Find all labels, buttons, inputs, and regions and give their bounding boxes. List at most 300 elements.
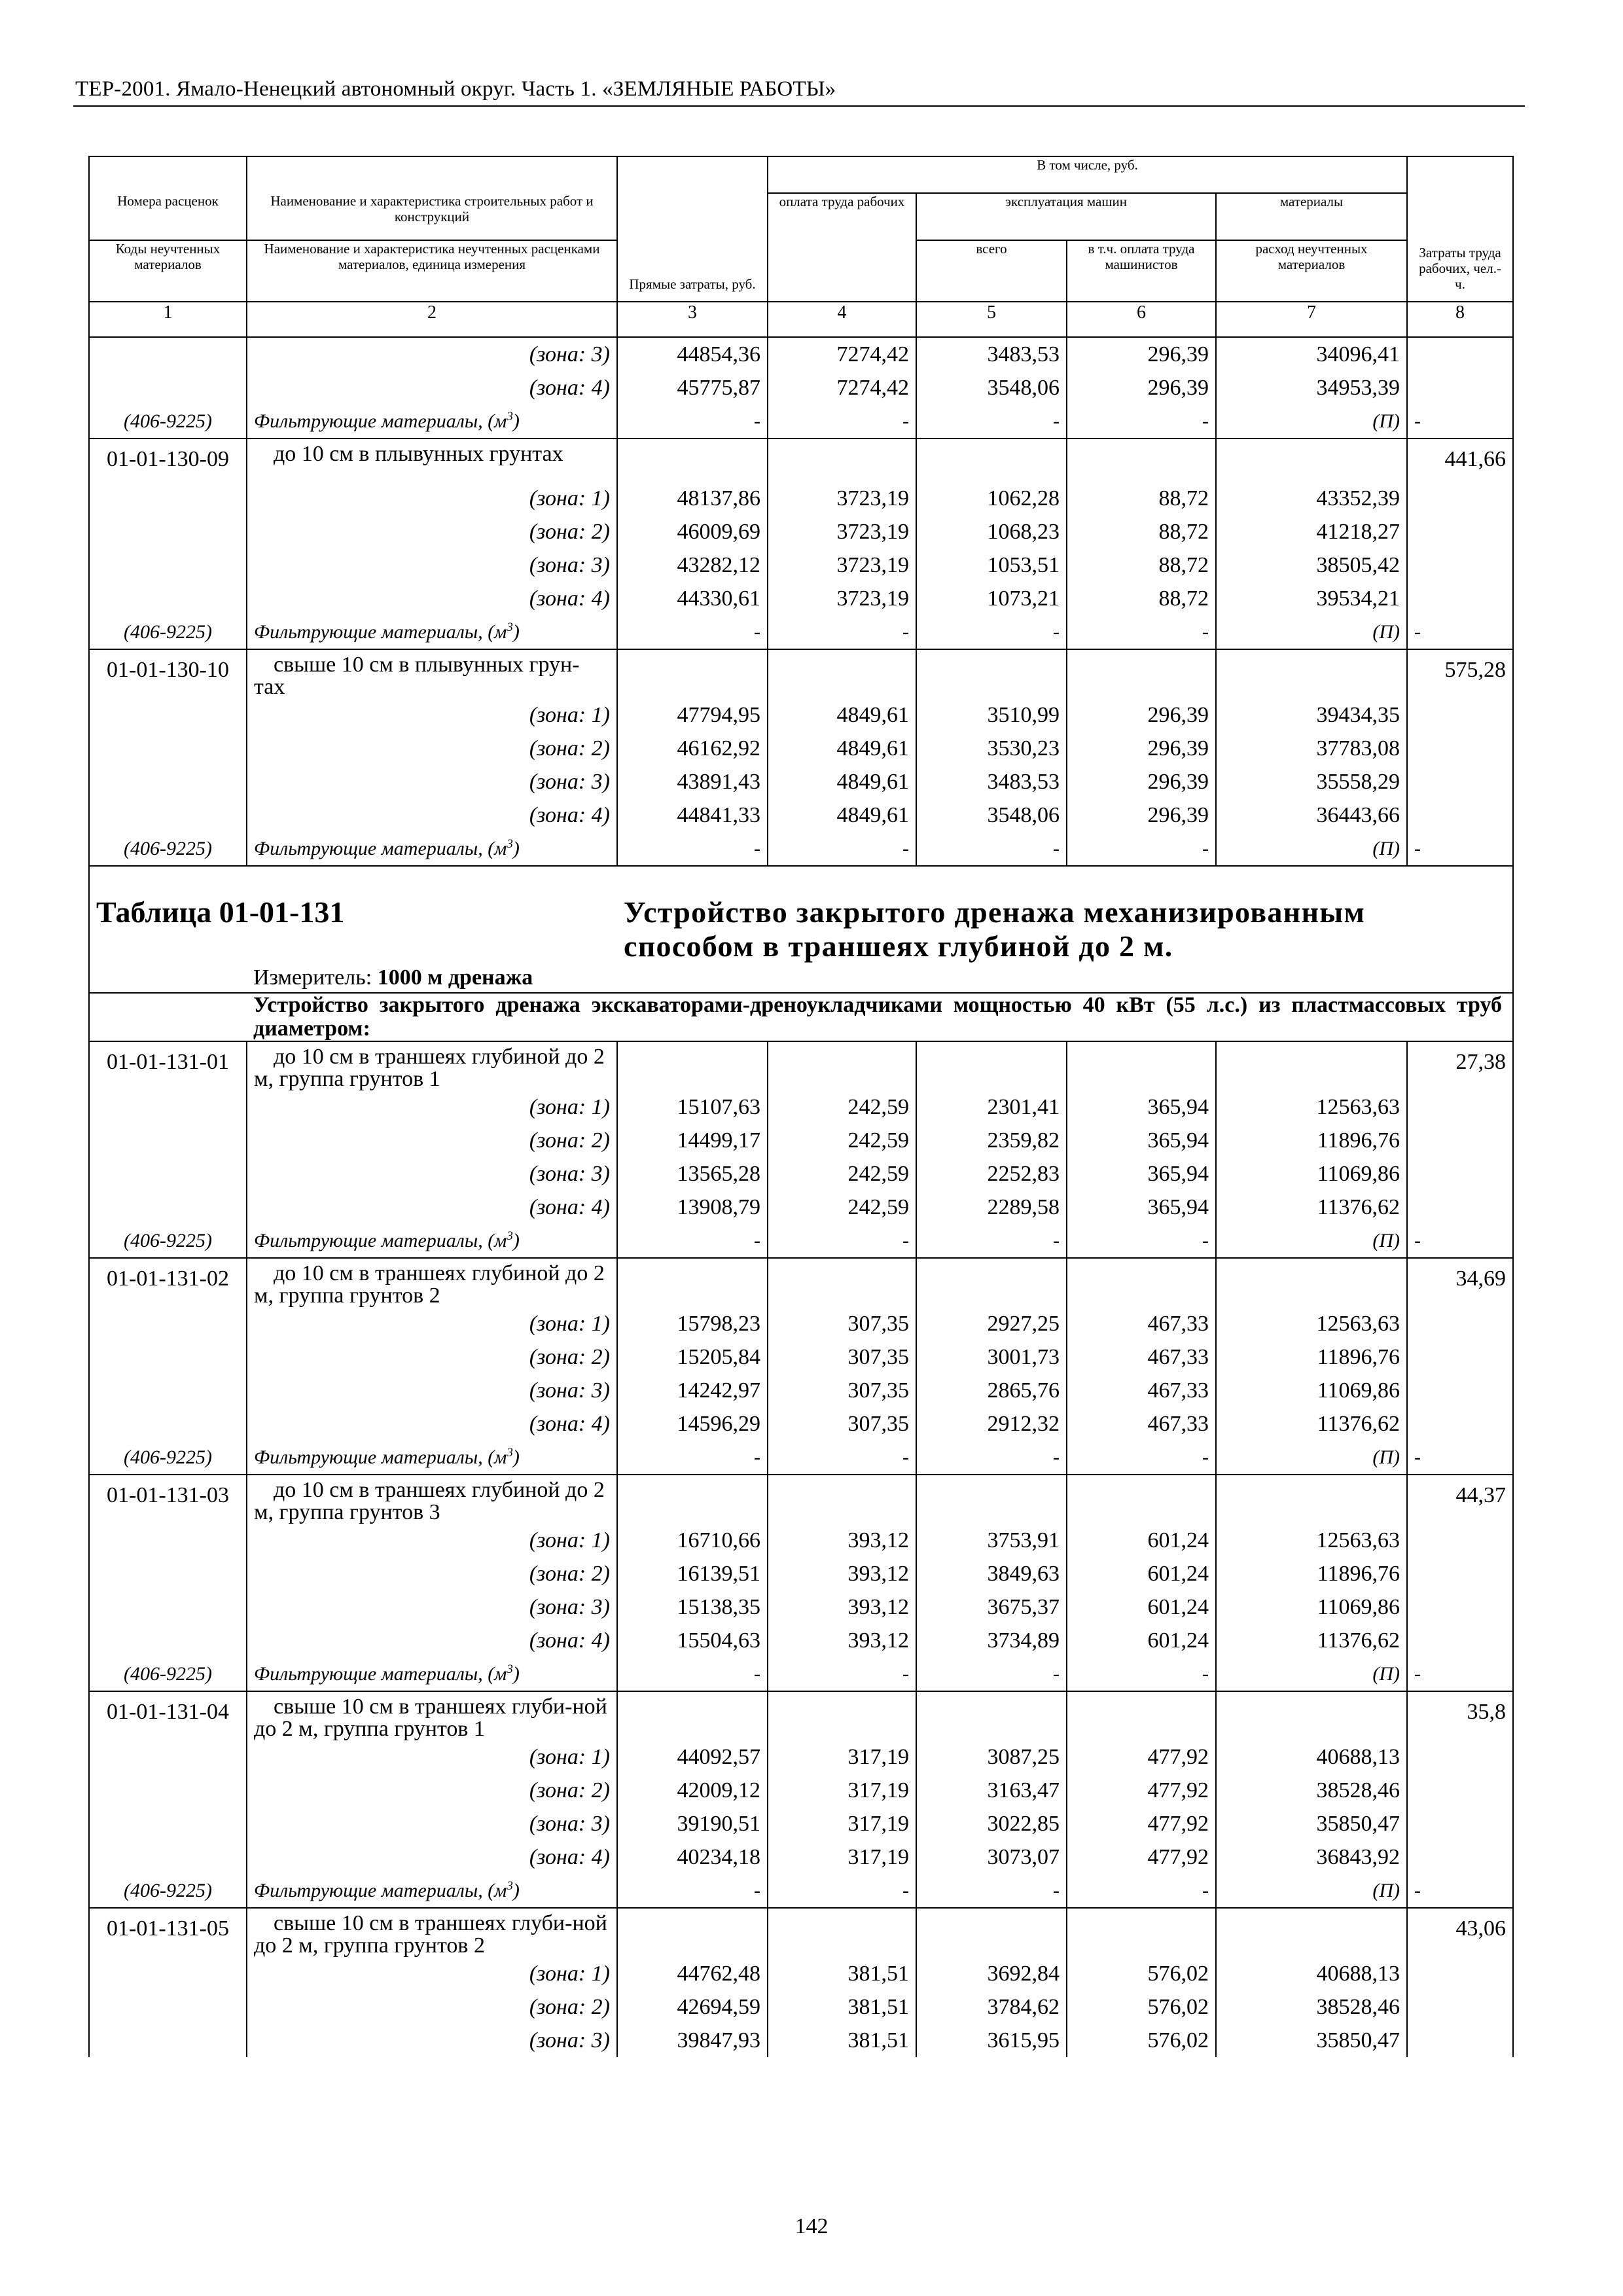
value-cell: 15205,84 bbox=[617, 1340, 768, 1374]
material-name bbox=[247, 1224, 617, 1258]
value-cell: 4849,61 bbox=[768, 732, 916, 765]
empty-cell bbox=[768, 1475, 916, 1524]
zone-row bbox=[89, 1740, 1513, 1774]
zone-row bbox=[89, 1774, 1513, 1807]
empty-cell bbox=[1216, 649, 1407, 698]
col-index: 5 bbox=[916, 302, 1067, 337]
code-cell bbox=[89, 1840, 247, 1874]
code-cell bbox=[89, 1990, 247, 2024]
material-name-text: Фильтрующие материалы, (м bbox=[254, 1230, 507, 1251]
rate-header-row bbox=[89, 1691, 1513, 1740]
column-index-row bbox=[89, 302, 1513, 337]
value-cell: 467,33 bbox=[1067, 1407, 1216, 1441]
zone-row bbox=[89, 1624, 1513, 1657]
labor-cell bbox=[1407, 548, 1513, 582]
zone-row bbox=[89, 698, 1513, 732]
value-cell: 15138,35 bbox=[617, 1590, 768, 1624]
value-cell: 3001,73 bbox=[916, 1340, 1067, 1374]
material-name-text: Фильтрующие материалы, (м bbox=[254, 838, 507, 859]
unit-exponent: 3 bbox=[507, 1879, 513, 1893]
value-cell: 47794,95 bbox=[617, 698, 768, 732]
material-name-end: ) bbox=[512, 838, 520, 859]
empty-cell bbox=[916, 1258, 1067, 1307]
material-code: (406-9225) bbox=[89, 404, 247, 439]
rate-description-text: до 10 см в траншеях глубиной до 2 м, группа грунтов 1 bbox=[254, 1045, 605, 1091]
value-cell: 48137,86 bbox=[617, 482, 768, 515]
header-including: В том числе, руб. bbox=[768, 156, 1407, 193]
empty-cell bbox=[617, 649, 768, 698]
value-cell: 12563,63 bbox=[1216, 1307, 1407, 1340]
value-cell: 4849,61 bbox=[768, 698, 916, 732]
rate-code: 01-01-131-05 bbox=[89, 1908, 247, 1957]
value-cell: 242,59 bbox=[768, 1090, 916, 1124]
labor-cell bbox=[1407, 1740, 1513, 1774]
value-cell: 2865,76 bbox=[916, 1374, 1067, 1407]
labor-value: 35,8 bbox=[1407, 1691, 1513, 1740]
value-cell: 15107,63 bbox=[617, 1090, 768, 1124]
dash-cell: - bbox=[1407, 832, 1513, 866]
zone-label: (зона: 3) bbox=[247, 1157, 617, 1191]
dash-cell: - bbox=[768, 615, 916, 649]
labor-value: 34,69 bbox=[1407, 1258, 1513, 1307]
value-cell: 3548,06 bbox=[916, 371, 1067, 404]
value-cell: 3615,95 bbox=[916, 2024, 1067, 2057]
unit-exponent: 3 bbox=[507, 1229, 513, 1243]
empty-cell bbox=[1067, 1691, 1216, 1740]
empty-cell bbox=[1216, 1908, 1407, 1957]
value-cell: 35850,47 bbox=[1216, 1807, 1407, 1840]
empty-cell bbox=[1216, 1258, 1407, 1307]
header-worker-pay: оплата труда рабочих bbox=[768, 193, 916, 302]
labor-cell bbox=[1407, 582, 1513, 615]
labor-cell bbox=[1407, 765, 1513, 798]
empty-cell bbox=[1216, 1041, 1407, 1090]
empty-cell bbox=[768, 649, 916, 698]
dash-cell: - bbox=[617, 1224, 768, 1258]
value-cell: 15798,23 bbox=[617, 1307, 768, 1340]
code-cell bbox=[89, 371, 247, 404]
value-cell: 44854,36 bbox=[617, 337, 768, 371]
value-cell: 41218,27 bbox=[1216, 515, 1407, 548]
value-cell: 393,12 bbox=[768, 1557, 916, 1590]
material-name bbox=[247, 615, 617, 649]
value-cell: 3073,07 bbox=[916, 1840, 1067, 1874]
labor-cell bbox=[1407, 698, 1513, 732]
code-cell bbox=[89, 1807, 247, 1840]
value-cell: 467,33 bbox=[1067, 1340, 1216, 1374]
rate-code: 01-01-131-02 bbox=[89, 1258, 247, 1307]
labor-cell bbox=[1407, 515, 1513, 548]
zone-row bbox=[89, 1524, 1513, 1557]
zone-label: (зона: 1) bbox=[247, 1957, 617, 1990]
value-cell: 14596,29 bbox=[617, 1407, 768, 1441]
value-cell: 381,51 bbox=[768, 1957, 916, 1990]
labor-cell bbox=[1407, 1774, 1513, 1807]
material-code: (406-9225) bbox=[89, 1441, 247, 1475]
value-cell: 296,39 bbox=[1067, 371, 1216, 404]
zone-label: (зона: 2) bbox=[247, 1340, 617, 1374]
value-cell: 296,39 bbox=[1067, 798, 1216, 832]
header-rule bbox=[73, 105, 1525, 107]
col-index: 1 bbox=[89, 302, 247, 337]
value-cell: 39434,35 bbox=[1216, 698, 1407, 732]
zone-row bbox=[89, 1840, 1513, 1874]
value-cell: 34096,41 bbox=[1216, 337, 1407, 371]
dash-cell: - bbox=[916, 832, 1067, 866]
value-cell: 3675,37 bbox=[916, 1590, 1067, 1624]
dash-cell: - bbox=[1067, 832, 1216, 866]
value-cell: 44841,33 bbox=[617, 798, 768, 832]
value-cell: 242,59 bbox=[768, 1157, 916, 1191]
value-cell: 1073,21 bbox=[916, 582, 1067, 615]
labor-cell bbox=[1407, 1957, 1513, 1990]
material-name-text: Фильтрующие материалы, (м bbox=[254, 410, 507, 432]
dash-cell: - bbox=[768, 1441, 916, 1475]
value-cell: 11069,86 bbox=[1216, 1374, 1407, 1407]
zone-label: (зона: 2) bbox=[247, 732, 617, 765]
filter-material-row bbox=[89, 1874, 1513, 1908]
dash-cell: - bbox=[916, 1224, 1067, 1258]
filter-material-row bbox=[89, 404, 1513, 439]
value-cell: 2289,58 bbox=[916, 1191, 1067, 1224]
labor-cell bbox=[1407, 337, 1513, 371]
material-name bbox=[247, 1657, 617, 1691]
measure-value: 1000 м дренажа bbox=[377, 965, 533, 990]
rate-code: 01-01-131-01 bbox=[89, 1041, 247, 1090]
p-mark: (П) bbox=[1216, 1657, 1407, 1691]
zone-row bbox=[89, 1157, 1513, 1191]
value-cell: 2912,32 bbox=[916, 1407, 1067, 1441]
value-cell: 15504,63 bbox=[617, 1624, 768, 1657]
filter-material-row bbox=[89, 832, 1513, 866]
rates-sheet bbox=[88, 156, 1512, 2057]
material-name-end: ) bbox=[512, 1230, 520, 1251]
value-cell: 3530,23 bbox=[916, 732, 1067, 765]
filter-material-row bbox=[89, 1441, 1513, 1475]
col-index: 6 bbox=[1067, 302, 1216, 337]
empty-cell bbox=[1216, 1475, 1407, 1524]
labor-cell bbox=[1407, 1524, 1513, 1557]
value-cell: 11069,86 bbox=[1216, 1157, 1407, 1191]
table-131-heading bbox=[89, 866, 1513, 1041]
material-name-text: Фильтрующие материалы, (м bbox=[254, 1663, 507, 1685]
unit-exponent: 3 bbox=[507, 410, 513, 423]
rate-description-text: до 10 см в траншеях глубиной до 2 м, группа грунтов 3 bbox=[254, 1478, 605, 1524]
value-cell: 3723,19 bbox=[768, 582, 916, 615]
zone-label: (зона: 1) bbox=[247, 698, 617, 732]
rates-table bbox=[88, 156, 1514, 2057]
value-cell: 1068,23 bbox=[916, 515, 1067, 548]
value-cell: 365,94 bbox=[1067, 1124, 1216, 1157]
value-cell: 11896,76 bbox=[1216, 1340, 1407, 1374]
dash-cell: - bbox=[1067, 1224, 1216, 1258]
code-cell bbox=[89, 582, 247, 615]
empty-cell bbox=[916, 1908, 1067, 1957]
rate-code: 01-01-130-09 bbox=[89, 439, 247, 482]
value-cell: 13908,79 bbox=[617, 1191, 768, 1224]
value-cell: 2301,41 bbox=[916, 1090, 1067, 1124]
empty-cell bbox=[768, 439, 916, 482]
code-cell bbox=[89, 1557, 247, 1590]
dash-cell: - bbox=[916, 1874, 1067, 1908]
labor-cell bbox=[1407, 1840, 1513, 1874]
value-cell: 296,39 bbox=[1067, 337, 1216, 371]
value-cell: 307,35 bbox=[768, 1374, 916, 1407]
value-cell: 44762,48 bbox=[617, 1957, 768, 1990]
header-col1-top bbox=[89, 156, 247, 193]
value-cell: 3483,53 bbox=[916, 337, 1067, 371]
dash-cell: - bbox=[617, 1441, 768, 1475]
value-cell: 43352,39 bbox=[1216, 482, 1407, 515]
code-cell bbox=[89, 1090, 247, 1124]
zone-label: (зона: 3) bbox=[247, 2024, 617, 2057]
empty-cell bbox=[768, 1691, 916, 1740]
material-name bbox=[247, 1441, 617, 1475]
labor-value: 441,66 bbox=[1407, 439, 1513, 482]
labor-value: 27,38 bbox=[1407, 1041, 1513, 1090]
zone-row bbox=[89, 548, 1513, 582]
p-mark: (П) bbox=[1216, 832, 1407, 866]
code-cell bbox=[89, 765, 247, 798]
rate-description-text: свыше 10 см в плывунных грун-тах bbox=[254, 653, 580, 699]
empty-cell bbox=[1067, 649, 1216, 698]
page-number: 142 bbox=[794, 2214, 829, 2238]
value-cell: 7274,42 bbox=[768, 371, 916, 404]
dash-cell: - bbox=[1067, 1874, 1216, 1908]
dash-cell: - bbox=[617, 1657, 768, 1691]
value-cell: 38528,46 bbox=[1216, 1774, 1407, 1807]
dash-cell: - bbox=[768, 832, 916, 866]
zone-row bbox=[89, 1124, 1513, 1157]
dash-cell: - bbox=[1067, 404, 1216, 439]
value-cell: 3548,06 bbox=[916, 798, 1067, 832]
rate-description-text: до 10 см в траншеях глубиной до 2 м, группа грунтов 2 bbox=[254, 1261, 605, 1308]
running-head: ТЕР-2001. Ямало-Ненецкий автономный округ. Часть 1. «ЗЕМЛЯНЫЕ РАБОТЫ» bbox=[75, 77, 836, 101]
unit-exponent: 3 bbox=[507, 1446, 513, 1460]
zone-label: (зона: 4) bbox=[247, 798, 617, 832]
dash-cell: - bbox=[916, 615, 1067, 649]
rate-code: 01-01-131-03 bbox=[89, 1475, 247, 1524]
table-description: Устройство закрытого дренажа механизированным способом в траншеях глубиной до 2 м. bbox=[617, 866, 1513, 963]
dash-cell: - bbox=[617, 615, 768, 649]
dash-cell: - bbox=[768, 1224, 916, 1258]
zone-label: (зона: 2) bbox=[247, 1774, 617, 1807]
dash-cell: - bbox=[617, 832, 768, 866]
labor-cell bbox=[1407, 732, 1513, 765]
zone-row bbox=[89, 1807, 1513, 1840]
unit-exponent: 3 bbox=[507, 837, 513, 851]
value-cell: 296,39 bbox=[1067, 698, 1216, 732]
unit-exponent: 3 bbox=[507, 620, 513, 634]
zone-row bbox=[89, 1307, 1513, 1340]
zone-row bbox=[89, 1957, 1513, 1990]
section-spacer bbox=[89, 993, 247, 1041]
labor-value: 43,06 bbox=[1407, 1908, 1513, 1957]
value-cell: 44092,57 bbox=[617, 1740, 768, 1774]
value-cell: 3723,19 bbox=[768, 482, 916, 515]
zone-label: (зона: 3) bbox=[247, 1374, 617, 1407]
value-cell: 1053,51 bbox=[916, 548, 1067, 582]
zone-row bbox=[89, 371, 1513, 404]
value-cell: 16139,51 bbox=[617, 1557, 768, 1590]
measure-label: Измеритель: bbox=[253, 965, 378, 990]
zone-row bbox=[89, 1374, 1513, 1407]
rate-description bbox=[247, 1691, 617, 1740]
empty-cell bbox=[617, 1475, 768, 1524]
dash-cell: - bbox=[1067, 615, 1216, 649]
value-cell: 11376,62 bbox=[1216, 1191, 1407, 1224]
p-mark: (П) bbox=[1216, 1874, 1407, 1908]
rate-header-row bbox=[89, 1908, 1513, 1957]
labor-cell bbox=[1407, 1090, 1513, 1124]
value-cell: 477,92 bbox=[1067, 1840, 1216, 1874]
zone-label: (зона: 4) bbox=[247, 371, 617, 404]
value-cell: 12563,63 bbox=[1216, 1090, 1407, 1124]
rate-description bbox=[247, 1475, 617, 1524]
code-cell bbox=[89, 698, 247, 732]
col-index: 4 bbox=[768, 302, 916, 337]
zone-label: (зона: 1) bbox=[247, 1090, 617, 1124]
value-cell: 88,72 bbox=[1067, 548, 1216, 582]
rate-description-text: свыше 10 см в траншеях глуби-ной до 2 м, группа грунтов 2 bbox=[254, 1911, 607, 1958]
value-cell: 42009,12 bbox=[617, 1774, 768, 1807]
value-cell: 1062,28 bbox=[916, 482, 1067, 515]
col-index: 2 bbox=[247, 302, 617, 337]
value-cell: 2927,25 bbox=[916, 1307, 1067, 1340]
value-cell: 3753,91 bbox=[916, 1524, 1067, 1557]
labor-cell bbox=[1407, 371, 1513, 404]
zone-row bbox=[89, 2024, 1513, 2057]
value-cell: 3483,53 bbox=[916, 765, 1067, 798]
dash-cell: - bbox=[1407, 1657, 1513, 1691]
labor-value: 575,28 bbox=[1407, 649, 1513, 698]
value-cell: 11069,86 bbox=[1216, 1590, 1407, 1624]
value-cell: 365,94 bbox=[1067, 1157, 1216, 1191]
zone-label: (зона: 2) bbox=[247, 515, 617, 548]
value-cell: 35850,47 bbox=[1216, 2024, 1407, 2057]
value-cell: 601,24 bbox=[1067, 1524, 1216, 1557]
value-cell: 307,35 bbox=[768, 1340, 916, 1374]
value-cell: 46162,92 bbox=[617, 732, 768, 765]
value-cell: 393,12 bbox=[768, 1524, 916, 1557]
value-cell: 4849,61 bbox=[768, 798, 916, 832]
code-cell bbox=[89, 1774, 247, 1807]
value-cell: 365,94 bbox=[1067, 1090, 1216, 1124]
value-cell: 12563,63 bbox=[1216, 1524, 1407, 1557]
material-code: (406-9225) bbox=[89, 832, 247, 866]
zone-label: (зона: 4) bbox=[247, 1407, 617, 1441]
rate-header-row bbox=[89, 1258, 1513, 1307]
material-name-text: Фильтрующие материалы, (м bbox=[254, 1446, 507, 1468]
header-col2-top-spacer bbox=[247, 156, 617, 193]
dash-cell: - bbox=[1407, 615, 1513, 649]
filter-material-row bbox=[89, 1224, 1513, 1258]
empty-cell bbox=[916, 1691, 1067, 1740]
value-cell: 88,72 bbox=[1067, 482, 1216, 515]
zone-label: (зона: 1) bbox=[247, 482, 617, 515]
value-cell: 3723,19 bbox=[768, 515, 916, 548]
value-cell: 44330,61 bbox=[617, 582, 768, 615]
value-cell: 38505,42 bbox=[1216, 548, 1407, 582]
code-cell bbox=[89, 1157, 247, 1191]
value-cell: 88,72 bbox=[1067, 582, 1216, 615]
dash-cell: - bbox=[617, 404, 768, 439]
value-cell: 42694,59 bbox=[617, 1990, 768, 2024]
rate-header-row bbox=[89, 1041, 1513, 1090]
value-cell: 88,72 bbox=[1067, 515, 1216, 548]
zone-label: (зона: 3) bbox=[247, 1807, 617, 1840]
header-work-name: Наименование и характеристика строительных работ и конструкций bbox=[247, 193, 617, 240]
value-cell: 46009,69 bbox=[617, 515, 768, 548]
zone-row bbox=[89, 1340, 1513, 1374]
value-cell: 381,51 bbox=[768, 2024, 916, 2057]
code-cell bbox=[89, 798, 247, 832]
section-heading: Устройство закрытого дренажа экскаваторами-дреноукладчиками мощностью 40 кВт (55 л.с.) из пластмассовых труб диаметром: bbox=[247, 993, 1513, 1041]
rates-body-130 bbox=[89, 337, 1513, 866]
header-direct-costs: Прямые затраты, руб. bbox=[617, 156, 768, 302]
value-cell: 3692,84 bbox=[916, 1957, 1067, 1990]
value-cell: 467,33 bbox=[1067, 1374, 1216, 1407]
filter-material-row bbox=[89, 615, 1513, 649]
value-cell: 477,92 bbox=[1067, 1740, 1216, 1774]
measure-line bbox=[247, 963, 1513, 993]
value-cell: 317,19 bbox=[768, 1807, 916, 1840]
value-cell: 40688,13 bbox=[1216, 1740, 1407, 1774]
labor-cell bbox=[1407, 1990, 1513, 2024]
value-cell: 11376,62 bbox=[1216, 1407, 1407, 1441]
value-cell: 3734,89 bbox=[916, 1624, 1067, 1657]
zone-label: (зона: 1) bbox=[247, 1524, 617, 1557]
measure-spacer bbox=[89, 963, 247, 993]
empty-cell bbox=[768, 1258, 916, 1307]
labor-cell bbox=[1407, 1157, 1513, 1191]
value-cell: 37783,08 bbox=[1216, 732, 1407, 765]
value-cell: 43891,43 bbox=[617, 765, 768, 798]
p-mark: (П) bbox=[1216, 404, 1407, 439]
value-cell: 45775,87 bbox=[617, 371, 768, 404]
zone-label: (зона: 3) bbox=[247, 1590, 617, 1624]
zone-label: (зона: 4) bbox=[247, 1624, 617, 1657]
value-cell: 393,12 bbox=[768, 1624, 916, 1657]
code-cell bbox=[89, 1340, 247, 1374]
rate-description bbox=[247, 1041, 617, 1090]
dash-cell: - bbox=[916, 404, 1067, 439]
code-cell bbox=[89, 1957, 247, 1990]
zone-row bbox=[89, 1990, 1513, 2024]
value-cell: 14242,97 bbox=[617, 1374, 768, 1407]
code-cell bbox=[89, 1740, 247, 1774]
labor-cell bbox=[1407, 1191, 1513, 1224]
material-name-end: ) bbox=[512, 1663, 520, 1685]
zone-row bbox=[89, 732, 1513, 765]
material-code: (406-9225) bbox=[89, 615, 247, 649]
value-cell: 477,92 bbox=[1067, 1807, 1216, 1840]
labor-value: 44,37 bbox=[1407, 1475, 1513, 1524]
dash-cell: - bbox=[916, 1657, 1067, 1691]
empty-cell bbox=[768, 1041, 916, 1090]
unit-exponent: 3 bbox=[507, 1662, 513, 1676]
value-cell: 242,59 bbox=[768, 1124, 916, 1157]
value-cell: 39847,93 bbox=[617, 2024, 768, 2057]
value-cell: 16710,66 bbox=[617, 1524, 768, 1557]
value-cell: 36843,92 bbox=[1216, 1840, 1407, 1874]
code-cell bbox=[89, 1191, 247, 1224]
material-name-end: ) bbox=[512, 1446, 520, 1468]
zone-row bbox=[89, 515, 1513, 548]
dash-cell: - bbox=[768, 1657, 916, 1691]
labor-cell bbox=[1407, 1807, 1513, 1840]
value-cell: 601,24 bbox=[1067, 1624, 1216, 1657]
